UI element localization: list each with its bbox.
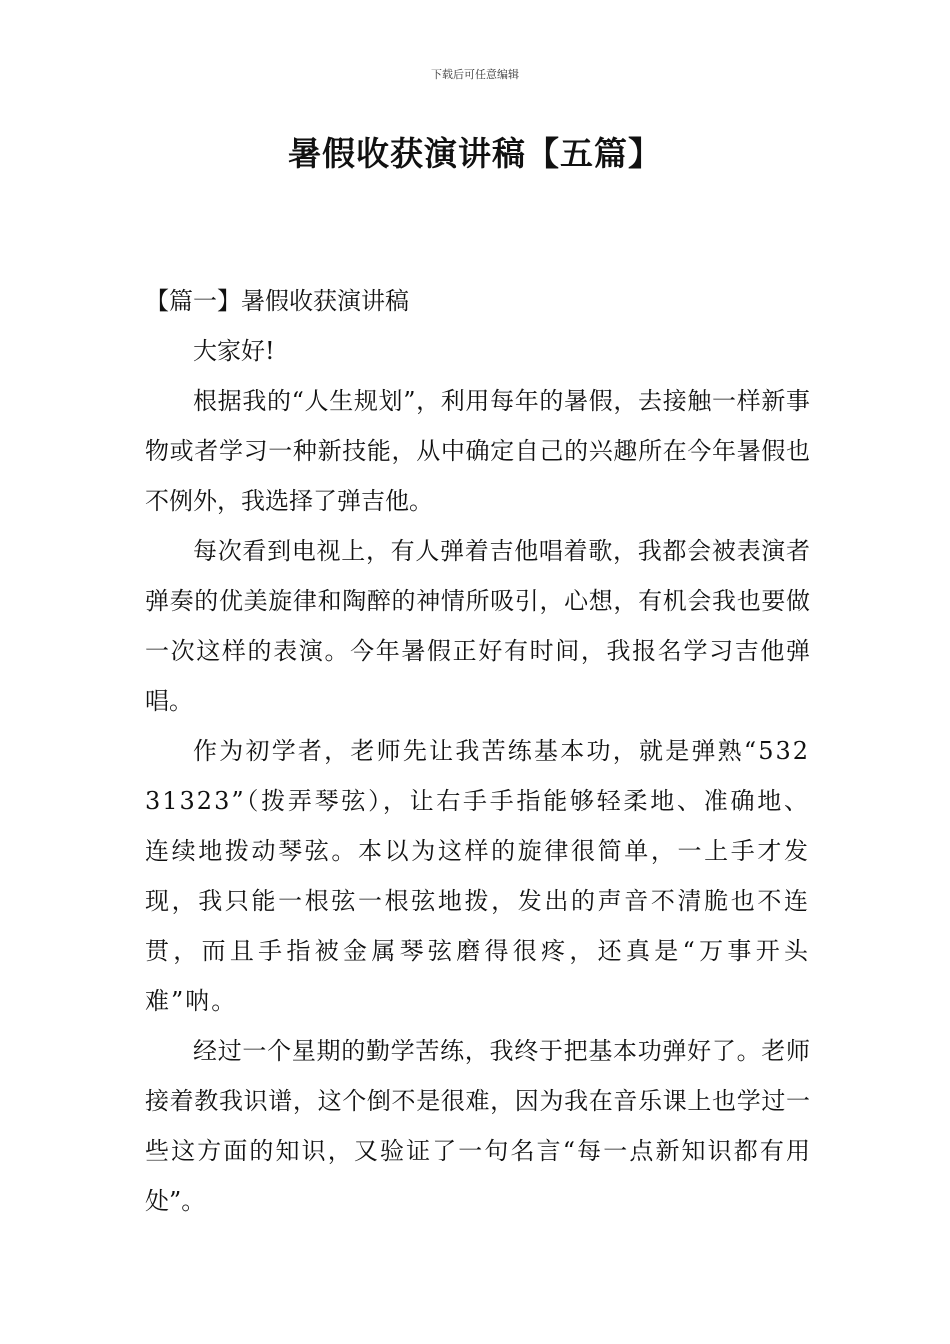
section-heading: 【篇一】暑假收获演讲稿 — [145, 287, 409, 315]
document-title: 暑假收获演讲稿【五篇】 — [288, 134, 662, 173]
paragraph-greeting: 大家好! — [193, 337, 275, 365]
paragraph-3: 作为初学者，老师先让我苦练基本功，就是弹熟“53231323”（拨弄琴弦），让右手手指能够轻柔地、准确地、连续地拨动琴弦。本以为这样的旋律很简单，一上手才发现，我只能一根弦一根弦地拨，发出的声音不清脆也不连贯，而且手指被金属琴弦磨得很疼，还真是“万事开头难”呐。 — [145, 737, 810, 1015]
document-body — [145, 276, 810, 1226]
paragraph-1: 根据我的“人生规划”，利用每年的暑假，去接触一样新事物或者学习一种新技能，从中确定自己的兴趣所在今年暑假也不例外，我选择了弹吉他。 — [145, 387, 810, 515]
header-note: 下载后可任意编辑 — [431, 68, 519, 81]
paragraph-4: 经过一个星期的勤学苦练，我终于把基本功弹好了。老师接着教我识谱，这个倒不是很难，因为我在音乐课上也学过一些这方面的知识，又验证了一句名言“每一点新知识都有用处”。 — [145, 1037, 810, 1215]
paragraph-2: 每次看到电视上，有人弹着吉他唱着歌，我都会被表演者弹奏的优美旋律和陶醉的神情所吸引，心想，有机会我也要做一次这样的表演。今年暑假正好有时间，我报名学习吉他弹唱。 — [145, 537, 810, 715]
